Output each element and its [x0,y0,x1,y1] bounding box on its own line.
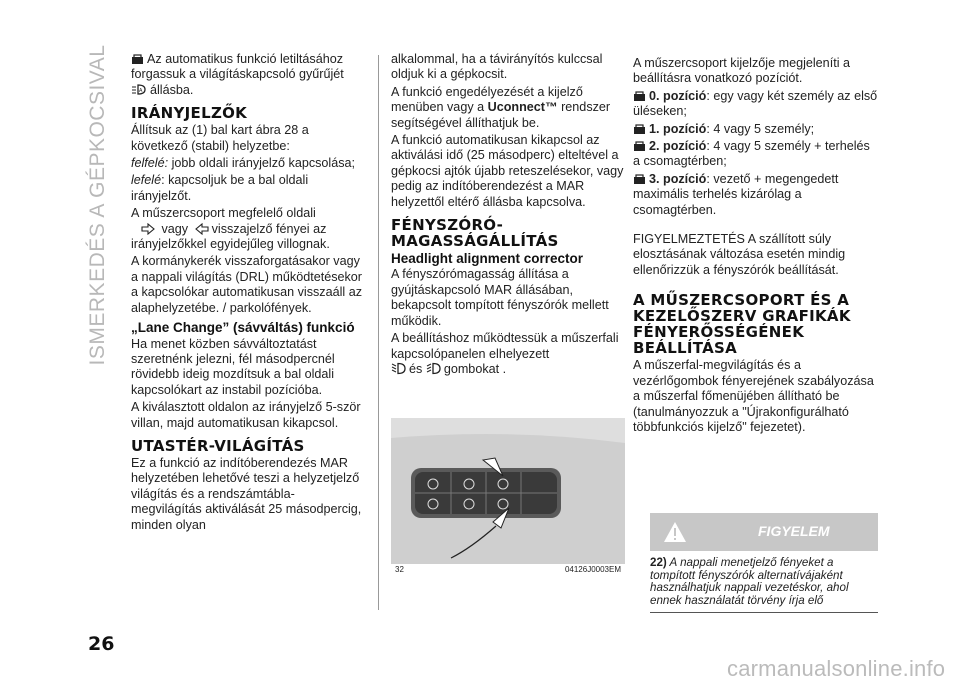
warning-title: FIGYELEM [758,523,830,539]
text: : 4 vagy 5 személy; [706,121,815,136]
paragraph [391,331,625,377]
chapter-sidebar [78,40,118,370]
paragraph [131,173,365,204]
label: 3. pozíció [649,171,707,186]
footer-watermark[interactable]: carmanualsonline.info [727,656,946,681]
paragraph: A kiválasztott oldalon az irányjelző 5-ször villan, majd automatikusan kikapcsol. [131,400,361,430]
left-arrow-icon [195,223,209,235]
text: : egy vagy két személy az első üléseken; [633,88,878,119]
headlight-down-icon [426,362,441,375]
warning-box [650,513,878,551]
paragraph: Állítsuk az (1) bal kart ábra 28 a következő (stabil) helyzetbe: [131,123,309,153]
heading-lane-change: „Lane Change” (sávváltás) funkció [131,320,355,336]
headlight-up-icon [391,362,406,375]
svg-text:A: A [139,87,143,94]
heading-cabin-lights: UTASTÉR-VILÁGÍTÁS [131,436,305,455]
chapter-title: ISMERKEDÉS A GÉPKOCSIVAL [86,44,109,366]
label: 0. pozíció [649,88,707,103]
brand-name: Uconnect™ [487,100,558,115]
page-number: 26 [88,633,115,655]
text: rendszer segítségével állíthatjuk be. [391,100,611,130]
text: : kapcsoljuk be a bal oldali irányjelzőt. [131,173,309,203]
figure-code: 04126J0003EM [564,565,621,574]
auto-light-icon [131,83,147,96]
list-item [633,172,878,218]
heading-headlight-english: Headlight alignment corrector [391,251,584,267]
paragraph: A műszercsoport kijelzője megjeleníti a beállításra vonatkozó pozíciót. [633,56,850,86]
text: gombokat . [443,361,507,376]
list-item [633,122,878,137]
load-icon [633,174,646,185]
heading-headlight-level: FÉNYSZÓRÓ-MAGASSÁGÁLLÍTÁS [391,216,559,251]
note-text: A nappali menetjelző fényeket a tompított fényszórók alternatívájaként használhatjuk nappali vezetéskor, ahol ennek használatát törvény írja elő [650,556,849,607]
car-light-icon [131,54,144,65]
note-divider [650,612,878,613]
text: Az automatikus funkció letiltásához forgassuk a világításkapcsoló gyűrűjét [131,52,344,82]
note-number: 22) [650,556,667,569]
label: 1. pozíció [649,121,707,136]
column-3 [633,56,878,437]
list-item [633,89,878,120]
label: 2. pozíció [649,139,707,154]
dashboard-illustration [391,418,625,564]
load-icon [633,124,646,135]
warning-triangle-icon [662,520,688,544]
headlight-control-photo [391,418,625,564]
warning-note [650,557,878,607]
paragraph [131,52,365,98]
text: vagy [161,221,189,236]
paragraph: A kormánykerék visszaforgatásakor vagy a nappali világítás (DRL) működtetésekor a kapcsolókar automatikusan visszaáll az alaphelyzetébe. / parkolófények. [131,254,362,315]
figure-number: 32 [395,565,404,574]
text: visszajelző fényei az irányjelzőkkel egyidejűleg villognak. [131,221,330,252]
text: : vezető + megengedett maximális terhelés kizárólag a csomagtérben. [633,171,839,217]
paragraph: A műszerfal-megvilágítás és a vezérlőgombok fényerejének szabályozása a műszerfal főmenüjében állítható be (tanulmányozzuk a "Újrakonfigurálható többfunkciós kijelző" fejezetet). [633,358,874,434]
paragraph [131,206,365,252]
label-down: lefelé [131,173,162,188]
text: jobb oldali irányjelző kapcsolása; [168,156,356,171]
paragraph: Ez a funkció az indítóberendezés MAR helyzetében lehetővé teszi a helyzetjelző világítás és a rendszámtábla-megvilágítás aktiválását 25 másodpercig, minden olyan [131,455,362,532]
text: és [409,361,423,376]
heading-indicators: IRÁNYJELZŐK [131,104,248,123]
load-icon [633,141,646,152]
paragraph: A funkció automatikusan kikapcsol az aktiválási idő (25 másodperc) elteltével a gépkocsi ajtók újabb reteszelésekor, vagy pedig az indítóberendezést a MAR helyzettől eltérő állásba kapcsolva. [391,133,624,209]
column-divider-1 [378,55,379,610]
text: : 4 vagy 5 személy + terhelés a csomagtérben; [633,139,870,169]
paragraph: alkalommal, ha a távirányítós kulccsal oldjuk ki a gépkocsit. [391,52,603,82]
paragraph [391,85,625,131]
heading-dashboard-brightness: A MŰSZERCSOPORT ÉS A KEZELŐSZERV GRAFIKÁK FÉNYERŐSSÉGÉNEK BEÁLLÍTÁSA [633,291,851,358]
text: A funkció engedélyezését a kijelző menüben vagy a [391,84,583,115]
paragraph: Ha menet közben sávváltoztatást szeretnénk jelezni, fél másodpercnél rövidebb ideig mozdítsuk a bal oldali kapcsolókart az instabil pozícióba. [131,336,335,397]
list-item [633,139,878,170]
label-up: felfelé: [131,156,169,171]
warning-paragraph: FIGYELMEZTETÉS A szállított súly elosztásának változása esetén mindig ellenőrizzük a fényszórók beállítását. [633,232,846,277]
paragraph [131,156,365,171]
text: A beállításhoz működtessük a műszerfali kapcsolópanelen elhelyezett [391,331,619,361]
figure-caption [391,565,625,574]
text: állásba. [150,82,194,97]
load-icon [633,91,646,102]
column-2 [391,52,625,379]
text: A műszercsoport megfelelő oldali [131,206,316,221]
right-arrow-icon [141,223,155,235]
paragraph: A fényszórómagasság állítása a gyújtáskapcsoló MAR állásában, bekapcsolt tompított fényszórók mellett működik. [391,267,609,328]
column-1 [131,52,365,535]
